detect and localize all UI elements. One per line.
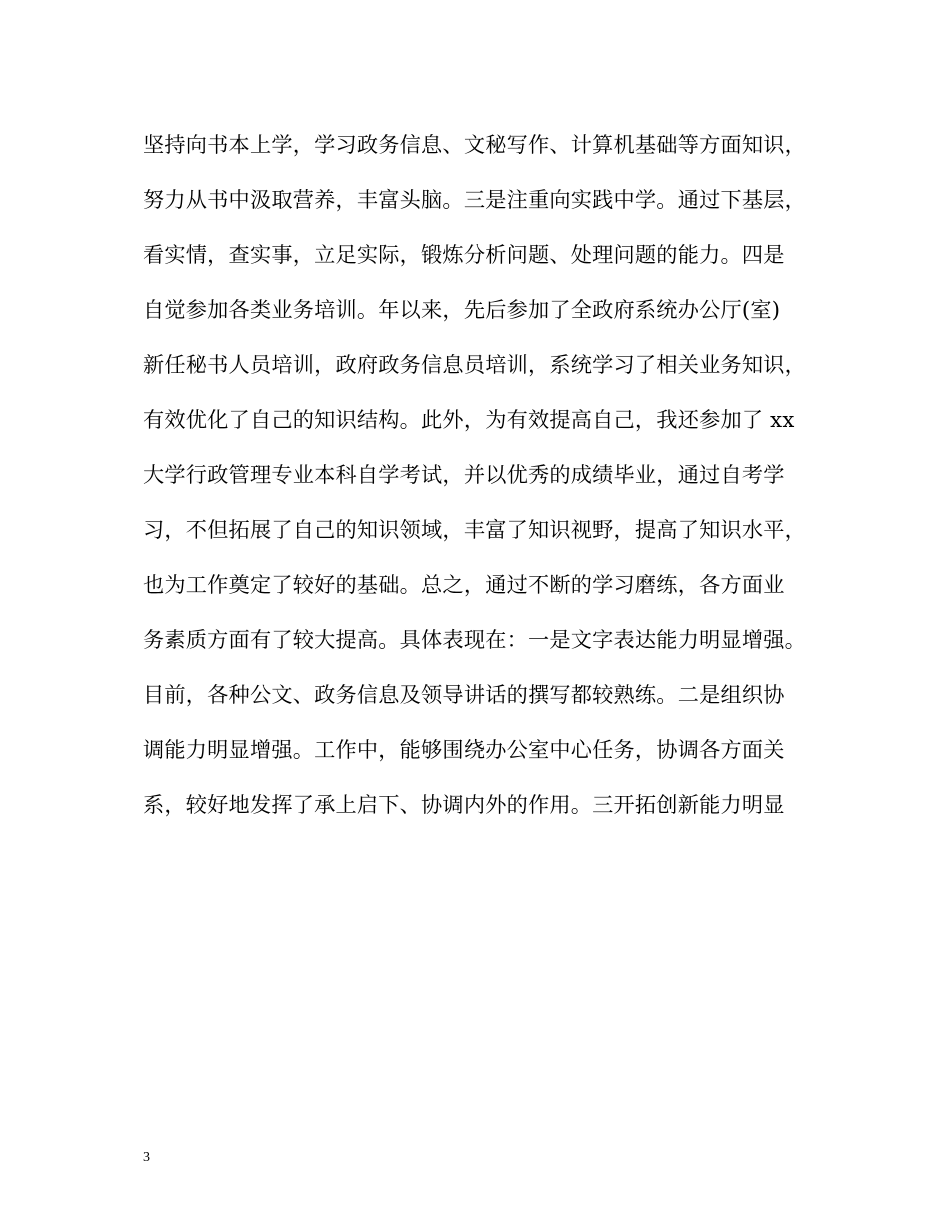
text-line: 坚持向书本上学，学习政务信息、文秘写作、计算机基础等方面知识， xyxy=(143,132,807,157)
text-line: 调能力明显增强。工作中，能够围绕办公室中心任务，协调各方面关 xyxy=(143,737,785,762)
body-text xyxy=(143,128,823,843)
page-number: 3 xyxy=(143,1150,150,1165)
text-line: 大学行政管理专业本科自学考试，并以优秀的成绩毕业，通过自考学 xyxy=(143,462,785,487)
text-line: 新任秘书人员培训，政府政务信息员培训，系统学习了相关业务知识， xyxy=(143,352,807,377)
text-line: 自觉参加各类业务培训。年以来，先后参加了全政府系统办公厅(室) xyxy=(143,297,781,322)
text-line: 看实情，查实事，立足实际，锻炼分析问题、处理问题的能力。四是 xyxy=(143,242,785,267)
text-line: 目前，各种公文、政务信息及领导讲话的撰写都较熟练。二是组织协 xyxy=(143,682,785,707)
text-line: 习，不但拓展了自己的知识领域，丰富了知识视野，提高了知识水平， xyxy=(143,517,807,542)
text-line: 有效优化了自己的知识结构。此外，为有效提高自己，我还参加了 xx xyxy=(143,407,795,432)
text-line: 务素质方面有了较大提高。具体表现在：一是文字表达能力明显增强。 xyxy=(143,627,807,652)
text-line: 努力从书中汲取营养，丰富头脑。三是注重向实践中学。通过下基层， xyxy=(143,187,807,212)
text-line: 系，较好地发挥了承上启下、协调内外的作用。三开拓创新能力明显 xyxy=(143,792,785,817)
text-line: 也为工作奠定了较好的基础。总之，通过不断的学习磨练，各方面业 xyxy=(143,572,785,597)
